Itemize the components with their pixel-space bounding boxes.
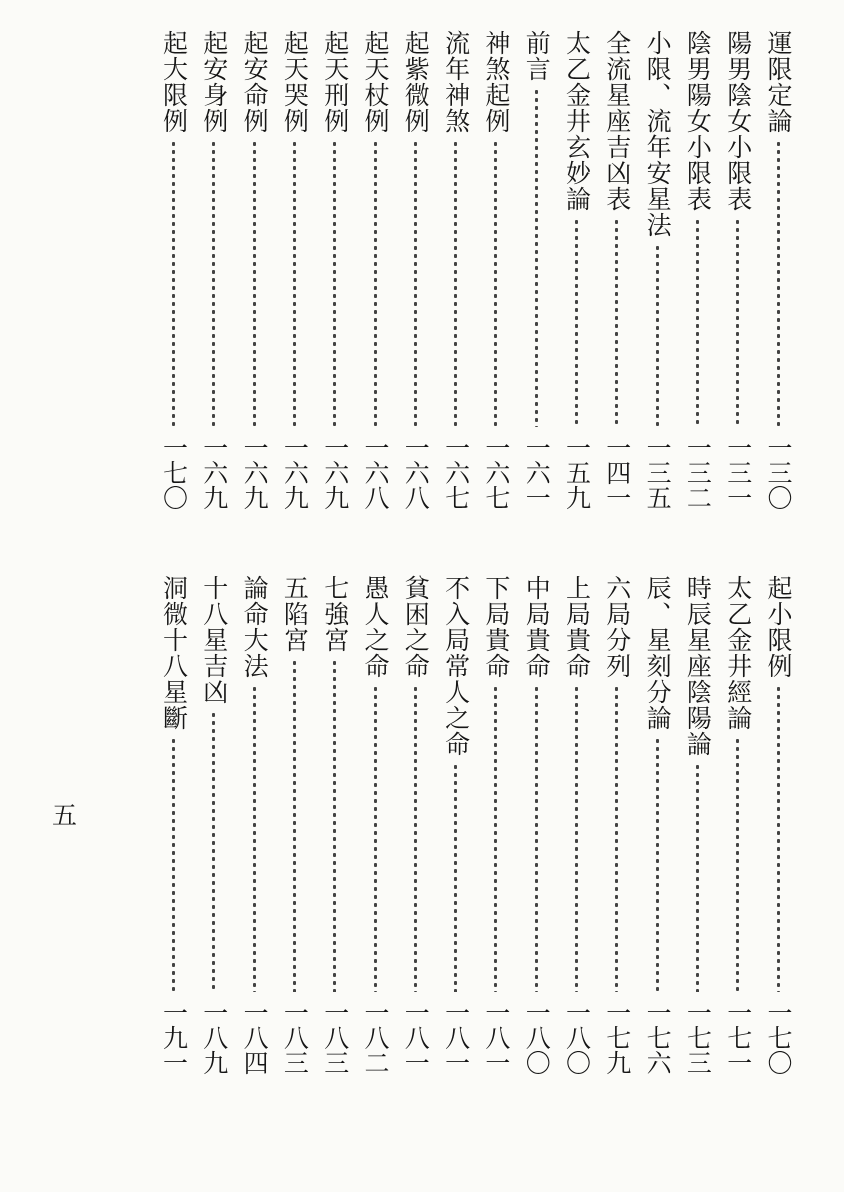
toc-entry-title: 太乙金井玄妙論 (562, 30, 592, 212)
toc-entry (276, 575, 312, 1075)
toc-entry (317, 30, 353, 510)
toc-entry-title: 十八星吉凶 (199, 575, 229, 705)
toc-entry-title: 貧困之命 (401, 575, 431, 679)
dot-leader (253, 685, 256, 992)
toc-entry-page: 一六九 (320, 435, 350, 510)
dot-leader (656, 244, 659, 427)
toc-entry-title: 辰、星刻分論 (643, 575, 673, 731)
dot-leader (696, 218, 699, 427)
toc-entry-title: 不入局常人之命 (441, 575, 471, 757)
toc-entry-page: 一八〇 (562, 1000, 592, 1075)
toc-entry-page: 一七〇 (764, 1000, 793, 1075)
toc-entry (720, 575, 756, 1075)
toc-entry-page: 一六八 (401, 435, 431, 510)
dot-leader (777, 140, 780, 427)
dot-leader (172, 737, 175, 992)
toc-entry (559, 575, 595, 1075)
toc-entry (518, 575, 554, 1075)
toc-entry (639, 575, 675, 1075)
toc-entry (438, 30, 474, 510)
toc-entry-page: 一八一 (441, 1000, 471, 1075)
toc-entry (276, 30, 312, 510)
toc-entry (357, 30, 393, 510)
toc-entry-title: 起天刑例 (320, 30, 350, 134)
toc-entry (518, 30, 554, 510)
toc-entry (599, 575, 635, 1075)
toc-entry-title: 陽男陰女小限表 (723, 30, 753, 212)
toc-entry-title: 洞微十八星斷 (159, 575, 189, 731)
toc-entry-page: 一六一 (522, 435, 552, 510)
toc-entry-page: 一九一 (159, 1000, 189, 1075)
dot-leader (535, 685, 538, 992)
toc-entry-page: 一八一 (481, 1000, 511, 1075)
toc-entry-title: 運限定論 (764, 30, 793, 134)
toc-entry-title: 起天杖例 (361, 30, 390, 134)
dot-leader (454, 763, 457, 992)
toc-entry-page: 一四一 (602, 435, 632, 510)
toc-entry-page: 一六九 (240, 435, 270, 510)
toc-entry-page: 一八一 (401, 1000, 431, 1075)
toc-entry-page: 一八三 (280, 1000, 310, 1075)
dot-leader (494, 140, 497, 427)
toc-bottom-block (80, 575, 793, 1075)
toc-entry-title: 陰男陽女小限表 (683, 30, 713, 212)
toc-entry-page: 一六八 (361, 435, 390, 510)
toc-entry-page: 一八〇 (522, 1000, 552, 1075)
dot-leader (293, 140, 296, 427)
toc-entry-title: 起安命例 (240, 30, 270, 134)
toc-entry-title: 起紫微例 (401, 30, 431, 134)
toc-entry-title: 上局貴命 (562, 575, 592, 679)
dot-leader (575, 218, 578, 427)
toc-entry-page: 一三二 (683, 435, 713, 510)
toc-entry-title: 全流星座吉凶表 (602, 30, 632, 212)
dot-leader (736, 737, 739, 992)
dot-leader (253, 140, 256, 427)
toc-entry-title: 論命大法 (240, 575, 270, 679)
dot-leader (575, 685, 578, 992)
dot-leader (494, 685, 497, 992)
toc-entry-page: 一六九 (280, 435, 310, 510)
dot-leader (615, 685, 618, 992)
toc-entry (760, 30, 796, 510)
toc-entry (196, 575, 232, 1075)
toc-entry (478, 575, 514, 1075)
toc-entry (559, 30, 595, 510)
toc-entry (720, 30, 756, 510)
toc-entry (679, 575, 715, 1075)
toc-entry-title: 太乙金井經論 (723, 575, 753, 731)
dot-leader (212, 140, 215, 427)
toc-entry-title: 五陷宮 (280, 575, 310, 653)
toc-entry (760, 575, 796, 1075)
toc-entry (478, 30, 514, 510)
toc-entry-page: 一五九 (562, 435, 592, 510)
toc-entry-page: 一六九 (199, 435, 229, 510)
toc-entry-page: 一三一 (723, 435, 753, 510)
toc-entry-title: 下局貴命 (481, 575, 511, 679)
dot-leader (374, 140, 377, 427)
toc-entry-page: 一七一 (723, 1000, 753, 1075)
toc-entry-title: 中局貴命 (522, 575, 552, 679)
toc-entry (397, 575, 433, 1075)
toc-entry-page: 一八二 (361, 1000, 390, 1075)
dot-leader (454, 140, 457, 427)
toc-entry-page: 一六七 (481, 435, 511, 510)
dot-leader (615, 218, 618, 427)
toc-entry-title: 七強宮 (320, 575, 350, 653)
toc-entry (236, 30, 272, 510)
toc-entry (156, 30, 192, 510)
toc-entry (397, 30, 433, 510)
dot-leader (374, 685, 377, 992)
toc-entry-title: 神煞起例 (481, 30, 511, 134)
dot-leader (656, 737, 659, 992)
toc-entry-title: 前言 (522, 30, 552, 82)
dot-leader (414, 140, 417, 427)
toc-entry (156, 575, 192, 1075)
toc-entry-title: 流年神煞 (441, 30, 471, 134)
toc-entry (599, 30, 635, 510)
toc-entry-page: 一七九 (602, 1000, 632, 1075)
toc-entry (438, 575, 474, 1075)
dot-leader (777, 685, 780, 992)
toc-entry (679, 30, 715, 510)
toc-entry (639, 30, 675, 510)
page-number: 五 (52, 801, 78, 830)
toc-entry-title: 小限、流年安星法 (643, 30, 673, 238)
toc-entry (196, 30, 232, 510)
toc-entry-page: 一三五 (643, 435, 673, 510)
toc-entry (236, 575, 272, 1075)
toc-entry-page: 一七六 (643, 1000, 673, 1075)
toc-entry-page: 一六七 (441, 435, 471, 510)
toc-entry-page: 一七三 (683, 1000, 713, 1075)
toc-entry (317, 575, 353, 1075)
dot-leader (414, 685, 417, 992)
toc-entry-title: 起安身例 (199, 30, 229, 134)
dot-leader (736, 218, 739, 427)
dot-leader (293, 659, 296, 992)
toc-entry (357, 575, 393, 1075)
toc-entry-title: 起小限例 (764, 575, 793, 679)
dot-leader (212, 711, 215, 992)
dot-leader (333, 140, 336, 427)
toc-entry-page: 一八九 (199, 1000, 229, 1075)
toc-top-block (80, 30, 793, 510)
dot-leader (535, 88, 538, 427)
toc-entry-page: 一三〇 (764, 435, 793, 510)
dot-leader (696, 763, 699, 992)
toc-entry-title: 六局分列 (602, 575, 632, 679)
toc-entry-page: 一七〇 (159, 435, 189, 510)
toc-entry-title: 起天哭例 (280, 30, 310, 134)
toc-entry-page: 一八三 (320, 1000, 350, 1075)
toc-entry-title: 時辰星座陰陽論 (683, 575, 713, 757)
toc-entry-title: 愚人之命 (361, 575, 390, 679)
dot-leader (172, 140, 175, 427)
toc-entry-title: 起大限例 (159, 30, 189, 134)
toc-entry-page: 一八四 (240, 1000, 270, 1075)
dot-leader (333, 659, 336, 992)
